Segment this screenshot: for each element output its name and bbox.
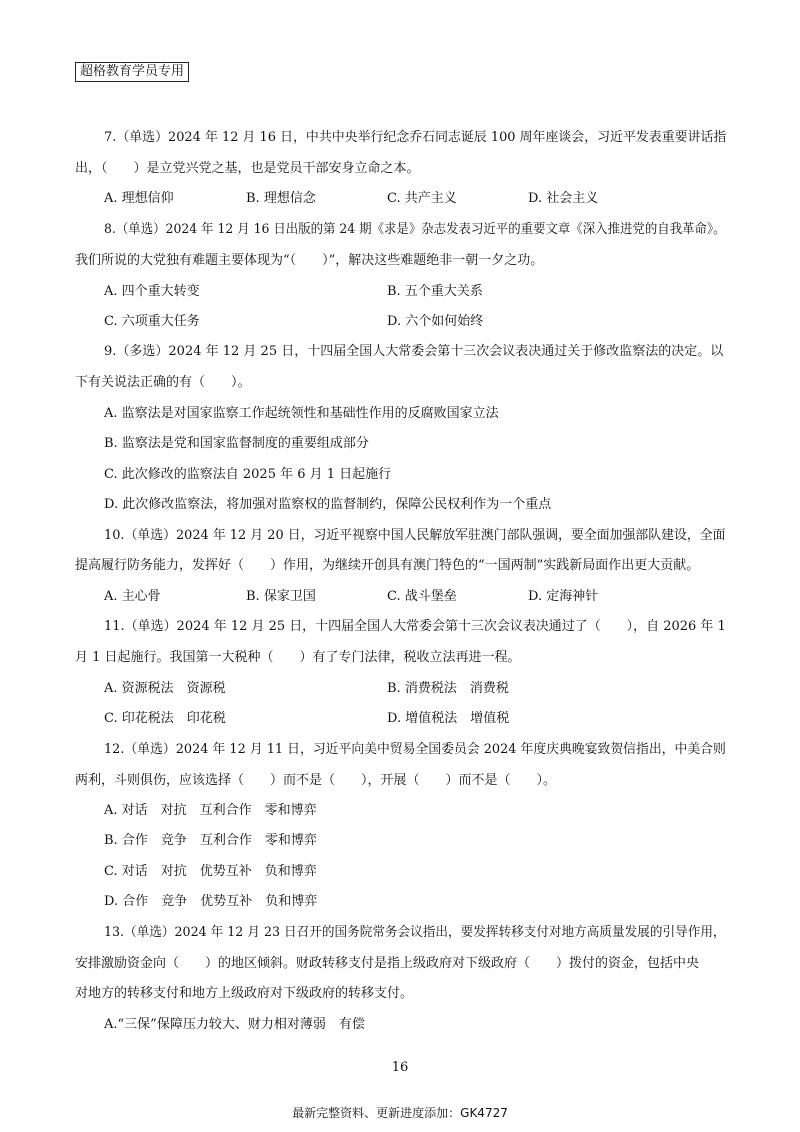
question-7-option-a: A. 理想信仰 [104, 191, 174, 206]
question-8-line-1: 8.（单选）2024 年 12 月 16 日出版的第 24 期《求是》杂志发表习近平的重要文章《深入推进党的自我革命》。 [104, 222, 726, 237]
question-7-option-c: C. 共产主义 [387, 191, 457, 206]
question-11-option-a: A. 资源税法 资源税 [104, 681, 226, 696]
question-13-line-2: 安排激励资金向（ ）的地区倾斜。财政转移支付是指上级政府对下级政府（ ）拨付的资金，包括中央 [75, 956, 700, 971]
question-9-line-1: 9.（多选）2024 年 12 月 25 日，十四届全国人大常委会第十三次会议表决通过关于修改监察法的决定。以 [104, 344, 724, 359]
header-badge: 超格教育学员专用 [75, 62, 189, 82]
question-10-option-b: B. 保家卫国 [246, 589, 316, 604]
question-7-option-b: B. 理想信念 [246, 191, 316, 206]
question-8-option-a: A. 四个重大转变 [104, 284, 200, 299]
question-9-option-a: A. 监察法是对国家监察工作起统领性和基础性作用的反腐败国家立法 [104, 406, 499, 421]
question-7-line-1: 7.（单选）2024 年 12 月 16 日，中共中央举行纪念乔石同志诞辰 100 周年座谈会，习近平发表重要讲话指 [104, 130, 727, 145]
question-12-option-b: B. 合作 竞争 互利合作 零和博弈 [104, 833, 317, 848]
question-10-option-a: A. 主心骨 [104, 589, 161, 604]
question-13-option-a: A.“三保”保障压力较大、财力相对薄弱 有偿 [104, 1017, 365, 1032]
question-11-option-c: C. 印花税法 印花税 [104, 711, 226, 726]
question-7-line-2: 出，（ ）是立党兴党之基，也是党员干部安身立命之本。 [75, 161, 420, 176]
question-8-option-c: C. 六项重大任务 [104, 314, 200, 329]
question-9-option-d: D. 此次修改监察法，将加强对监察权的监督制约，保障公民权利作为一个重点 [104, 497, 552, 512]
footer-note: 最新完整资料、更新进度添加：GK4727 [292, 1106, 508, 1120]
question-7-option-d: D. 社会主义 [528, 191, 599, 206]
question-11-option-d: D. 增值税法 增值税 [387, 711, 510, 726]
question-9-line-2: 下有关说法正确的有（ ）。 [75, 375, 251, 390]
question-11-line-2: 月 1 日起施行。我国第一大税种（ ）有了专门法律，税收立法再进一程。 [75, 650, 521, 665]
page-number: 16 [391, 1060, 409, 1075]
question-9-option-c: C. 此次修改的监察法自 2025 年 6 月 1 日起施行 [104, 467, 392, 482]
question-12-option-c: C. 对话 对抗 优势互补 负和博弈 [104, 864, 317, 879]
question-8-option-d: D. 六个如何始终 [387, 314, 484, 329]
question-13-line-3: 对地方的转移支付和地方上级政府对下级政府的转移支付。 [75, 986, 414, 1001]
question-9-option-b: B. 监察法是党和国家监督制度的重要组成部分 [104, 436, 369, 451]
question-10-line-1: 10.（单选）2024 年 12 月 20 日，习近平视察中国人民解放军驻澳门部队强调，要全面加强部队建设，全面 [104, 528, 726, 543]
question-13-line-1: 13.（单选）2024 年 12 月 23 日召开的国务院常务会议指出，要发挥转移支付对地方高质量发展的引导作用， [104, 925, 726, 940]
question-12-option-d: D. 合作 竞争 优势互补 负和博弈 [104, 894, 318, 909]
question-12-line-2: 两利，斗则俱伤，应该选择（ ）而不是（ ），开展（ ）而不是（ ）。 [75, 773, 557, 788]
question-8-option-b: B. 五个重大关系 [387, 284, 483, 299]
question-12-line-1: 12.（单选）2024 年 12 月 11 日，习近平向美中贸易全国委员会 2024 年度庆典晚宴致贺信指出，中美合则 [104, 742, 726, 757]
question-12-option-a: A. 对话 对抗 互利合作 零和博弈 [104, 803, 317, 818]
question-11-option-b: B. 消费税法 消费税 [387, 681, 509, 696]
question-11-line-1: 11.（单选）2024 年 12 月 25 日，十四届全国人大常委会第十三次会议表决通过了（ ），自 2026 年 1 [104, 619, 726, 634]
question-10-option-c: C. 战斗堡垒 [387, 589, 457, 604]
question-8-line-2: 我们所说的大党独有难题主要体现为“（ ）”，解决这些难题绝非一朝一夕之功。 [75, 253, 544, 268]
question-10-line-2: 提高履行防务能力，发挥好（ ）作用，为继续开创具有澳门特色的“一国两制”实践新局面作出更大贡献。 [75, 558, 700, 573]
question-10-option-d: D. 定海神针 [528, 589, 599, 604]
